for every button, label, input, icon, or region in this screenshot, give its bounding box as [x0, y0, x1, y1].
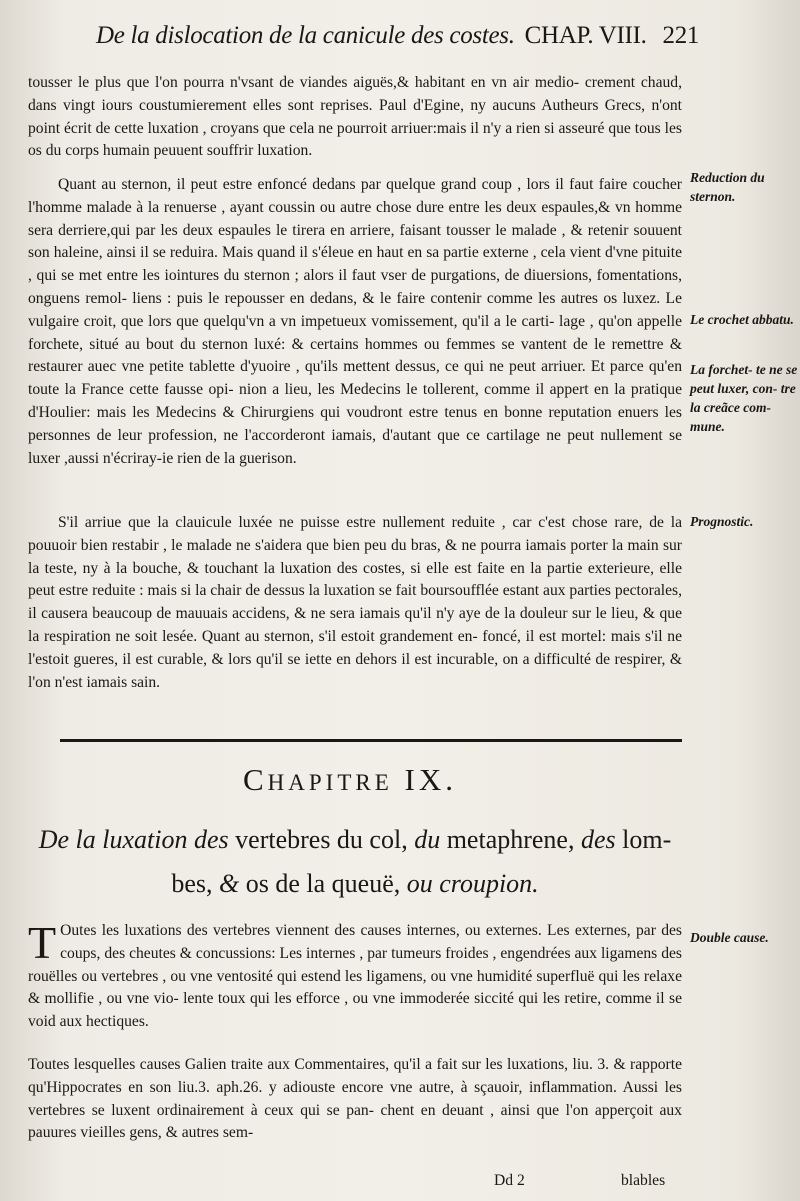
- subtitle-part: des: [580, 825, 616, 854]
- running-head: [96, 22, 700, 50]
- chapter-paragraph-galien: [28, 1054, 682, 1145]
- margin-note: Double cause.: [690, 930, 769, 945]
- subtitle-part: lom- bes,: [171, 825, 672, 898]
- paragraph-sternon: [28, 174, 682, 470]
- margin-note: Le crochet abbatu.: [690, 312, 794, 327]
- margin-note: Reduction du sternon.: [690, 170, 765, 204]
- subtitle-part: du: [414, 825, 441, 854]
- subtitle-part: &: [219, 869, 240, 898]
- catchword: blables: [621, 1172, 666, 1189]
- subtitle-part: De la luxation des: [38, 825, 229, 854]
- paragraph-4: [28, 917, 682, 1034]
- subtitle-part: os de la queuë,: [245, 869, 401, 898]
- chapter-heading: [0, 762, 700, 798]
- page-number: 221: [662, 22, 700, 49]
- paragraph-2: Quant au sternon, il peut estre enfoncé dedans par quelque grand coup , lors il faut faire coucher l'homme malade à la renuerse , ayant coussin ou autre chose dure entre les deux espaules,& vn homme sera derriere,qui par les deux espaules le tirera en arriere, faisant tousser le malade , & retenir souuent son haleine, ainsi il se reduira. Mais quand il s'éleue en haut en sa partie externe , cela vient d'vne pituite , qui se met entre les iointures du sternon ; alors il faut vser de purgations, de diuersions, fomentations, onguens remol- liens : puis le repousser en dedans, & le faire contenir comme les autres os luxez. Le vulgaire croit, que lors que quelqu'vn a vn impetueux vomissement, qu'il a le carti- lage , qu'on appelle forchete, situé au bout du sternon luxé: & certains hommes ou femmes se vantent de le remettre & restaurer auec vne petite tablette d'yuoire , qu'ils mettent dessus, ce qui ne peut arriuer. Et parce qu'en toute la France cette fausse opi- nion a lieu, les Medecins le tollerent, comme il appert en la pratique d'Houlier: mais les Medecins & Chirurgiens qui voudront estre tenus en bonne reputation enuers les personnes de leur profession, ne l'accorderont iamais, d'autant que ce cartilage ne peut nullement se luxer ,aussi n'écriray-ie rien de la guerison.: [28, 176, 682, 467]
- paragraph-5: Toutes lesquelles causes Galien traite aux Commentaires, qu'il a fait sur les luxations, liu. 3. & rapporte qu'Hippocrates en son liu.3. aph.26. y adiouste encore vne autre, à sçauoir, inflammation. Aussi les vertebres se luxent ordinairement à ceux qui se pan- chent en deuant , ainsi que l'on apperçoit aux pauures vieilles gens, & autres sem-: [28, 1056, 682, 1142]
- subtitle-part: vertebres du col,: [235, 825, 408, 854]
- paragraph-continuation: [28, 72, 682, 163]
- subtitle-part: ou croupion.: [406, 869, 539, 898]
- subtitle-part: metaphrene: [446, 825, 568, 854]
- chapter-subtitle: [30, 818, 680, 906]
- subtitle-part: ,: [567, 825, 575, 854]
- running-title: De la dislocation de la canicule des costes.: [96, 22, 515, 49]
- chapter-heading-word: HAPITRE: [267, 770, 393, 795]
- chapter-label: CHAP. VIII.: [524, 22, 647, 49]
- paragraph-1: tousser le plus que l'on pourra n'vsant de viandes aiguës,& habitant en vn air medio- crement chaud, dans vingt iours coustumierement elles sont reprises. Paul d'Egine, ny aucuns Autheurs Grecs, n'ont point écrit de cette luxation , croyans que cela ne pourroit arriuer:mais il n'y a rien si asseuré que tous les os du corps humain peuuent souffrir luxation.: [28, 74, 682, 160]
- margin-note: Prognostic.: [690, 514, 754, 529]
- chapter-heading-initial: C: [242, 762, 268, 797]
- chapter-heading-number: IX.: [404, 762, 458, 797]
- chapter-paragraph-causes: [28, 917, 682, 1034]
- signature-mark: Dd 2: [494, 1172, 525, 1189]
- section-divider: [60, 739, 682, 742]
- drop-cap: T: [28, 917, 57, 968]
- paragraph-4-text: Outes les luxations des vertebres viennent des causes internes, ou externes. Les externes, par des coups, des cheutes & concussions: Les internes , par tumeurs froides , engendrées aux ligamens des rouëlles ou vertebres , ou vne ventosité qui estend les ligamens, ou vne humidité superfluë qui les relaxe & mollifie , ou vne vio- lente toux qui les efforce , ou vne immoderée siccité qui les retire, comme il se void aux hectiques.: [28, 922, 682, 1031]
- paragraph-prognostic: [28, 512, 682, 694]
- margin-note: La forchet- te ne se peut luxer, con- tre la creãce com- mune.: [690, 362, 798, 434]
- paragraph-3: S'il arriue que la clauicule luxée ne puisse estre nullement reduite , car c'est chose rare, de la pouuoir bien restabir , le malade ne s'aidera que bien peu du bras, & ne pourra iamais porter la main sur la teste, ny à la bouche, & touchant la luxation des costes, si elle est faite en la partie exterieure, elle peut estre reduite : mais si la chair de dessus la luxation se fait boursoufflée estant aux parties pectorales, il causera beaucoup de mauuais accidens, & ne sera iamais qu'il n'y aye de la douleur sur le lieu, & que la respiration ne soit lesée. Quant au sternon, s'il estoit grandement en- foncé, il est mortel: mais s'il ne l'estoit gueres, il est curable, & lors qu'il se iette en dehors il est incurable, on a difficulté de respirer, & l'on n'est iamais sain.: [28, 514, 683, 691]
